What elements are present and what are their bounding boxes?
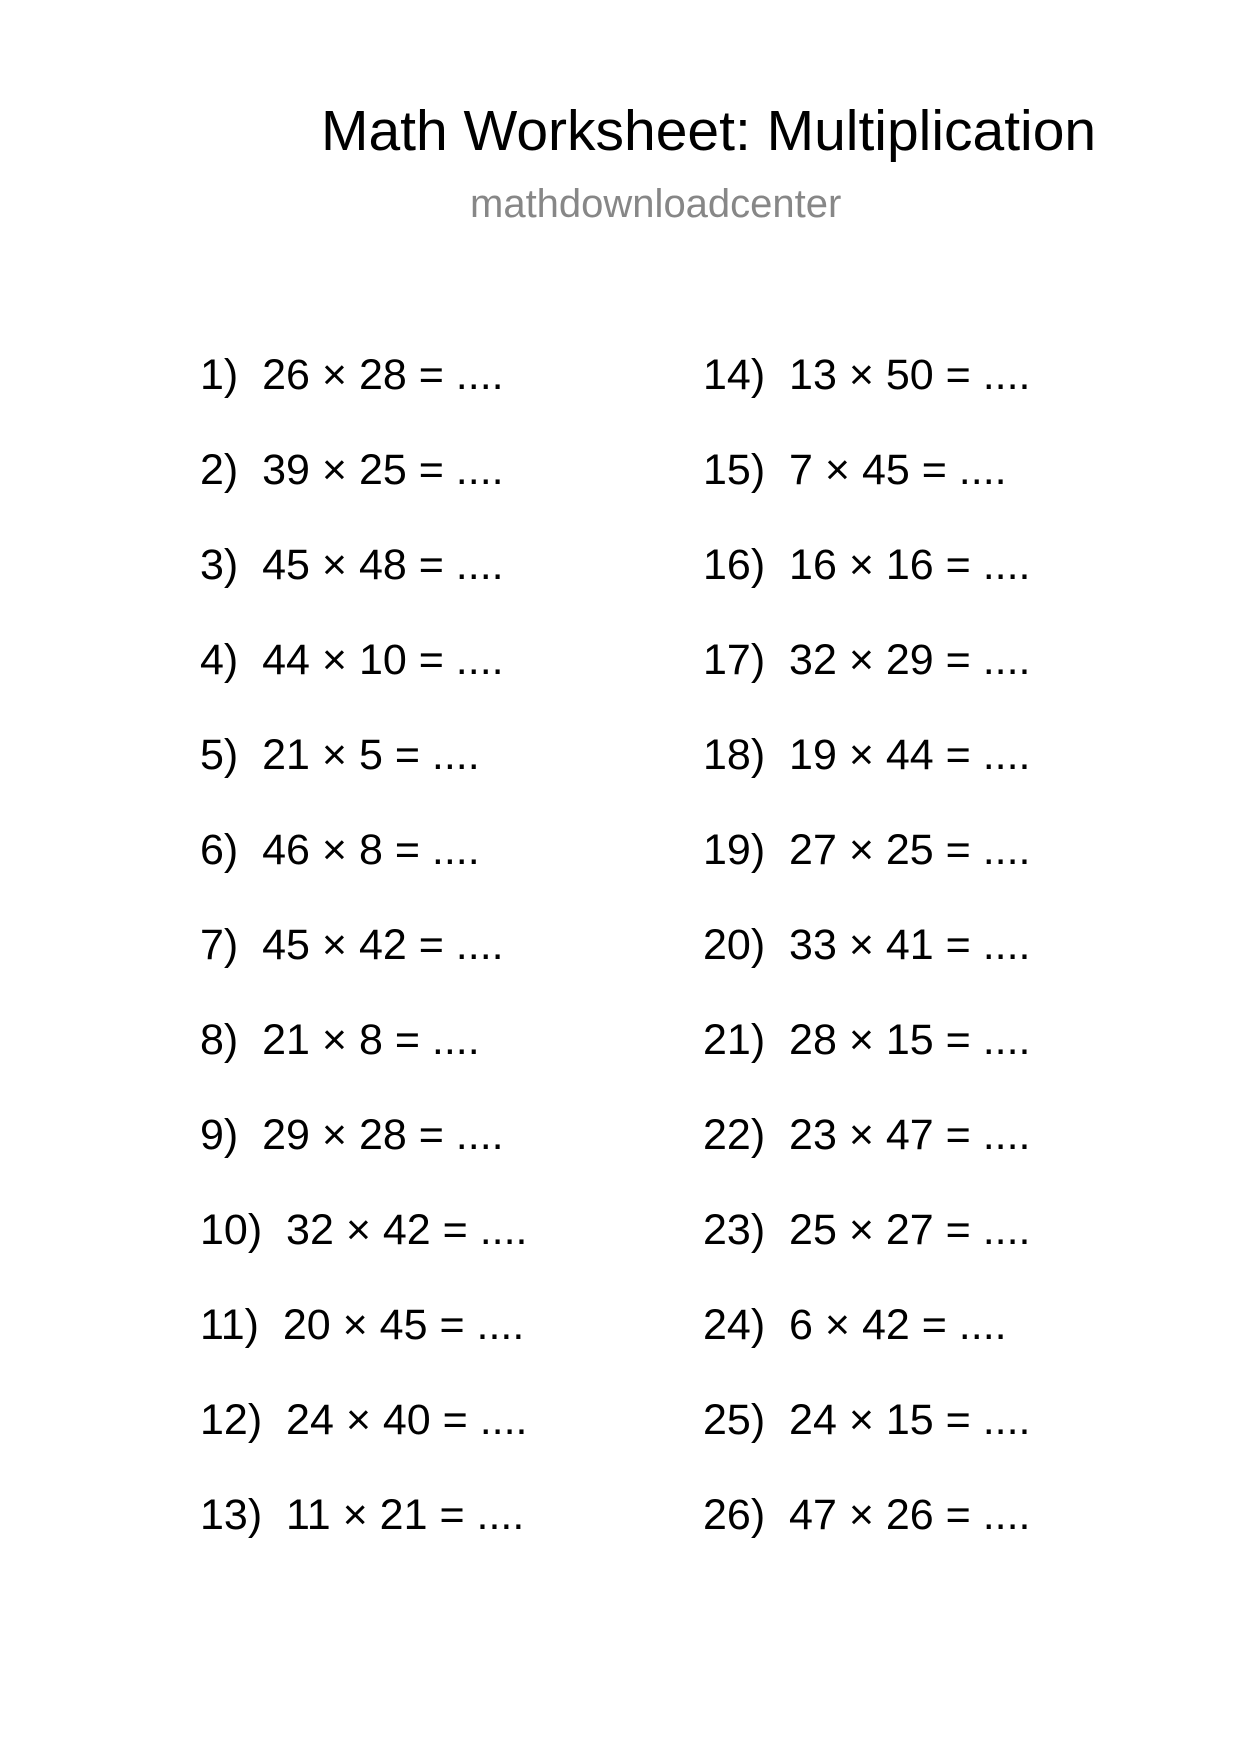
problem-3: 3) 45 × 48 = ....	[200, 541, 504, 589]
problem-2: 2) 39 × 25 = ....	[200, 446, 504, 494]
problem-16: 16) 16 × 16 = ....	[703, 541, 1031, 589]
problem-18: 18) 19 × 44 = ....	[703, 731, 1031, 779]
problem-6: 6) 46 × 8 = ....	[200, 826, 480, 874]
problem-23: 23) 25 × 27 = ....	[703, 1206, 1031, 1254]
problem-19: 19) 27 × 25 = ....	[703, 826, 1031, 874]
problem-15: 15) 7 × 45 = ....	[703, 446, 1007, 494]
problem-21: 21) 28 × 15 = ....	[703, 1016, 1031, 1064]
problem-7: 7) 45 × 42 = ....	[200, 921, 504, 969]
subtitle: mathdownloadcenter	[470, 182, 842, 226]
problem-20: 20) 33 × 41 = ....	[703, 921, 1031, 969]
problem-13: 13) 11 × 21 = ....	[200, 1491, 525, 1539]
problem-26: 26) 47 × 26 = ....	[703, 1491, 1031, 1539]
problem-column-right	[703, 350, 1031, 1585]
problem-11: 11) 20 × 45 = ....	[200, 1301, 525, 1349]
problem-8: 8) 21 × 8 = ....	[200, 1016, 480, 1064]
problem-4: 4) 44 × 10 = ....	[200, 636, 504, 684]
problem-1: 1) 26 × 28 = ....	[200, 351, 504, 399]
problem-22: 22) 23 × 47 = ....	[703, 1111, 1031, 1159]
problem-24: 24) 6 × 42 = ....	[703, 1301, 1007, 1349]
problem-9: 9) 29 × 28 = ....	[200, 1111, 504, 1159]
problem-25: 25) 24 × 15 = ....	[703, 1396, 1031, 1444]
problem-14: 14) 13 × 50 = ....	[703, 351, 1031, 399]
problem-5: 5) 21 × 5 = ....	[200, 731, 480, 779]
problem-10: 10) 32 × 42 = ....	[200, 1206, 528, 1254]
problem-17: 17) 32 × 29 = ....	[703, 636, 1031, 684]
problem-column-left	[200, 350, 528, 1585]
page-title: Math Worksheet: Multiplication	[321, 99, 1097, 163]
problem-12: 12) 24 × 40 = ....	[200, 1396, 528, 1444]
